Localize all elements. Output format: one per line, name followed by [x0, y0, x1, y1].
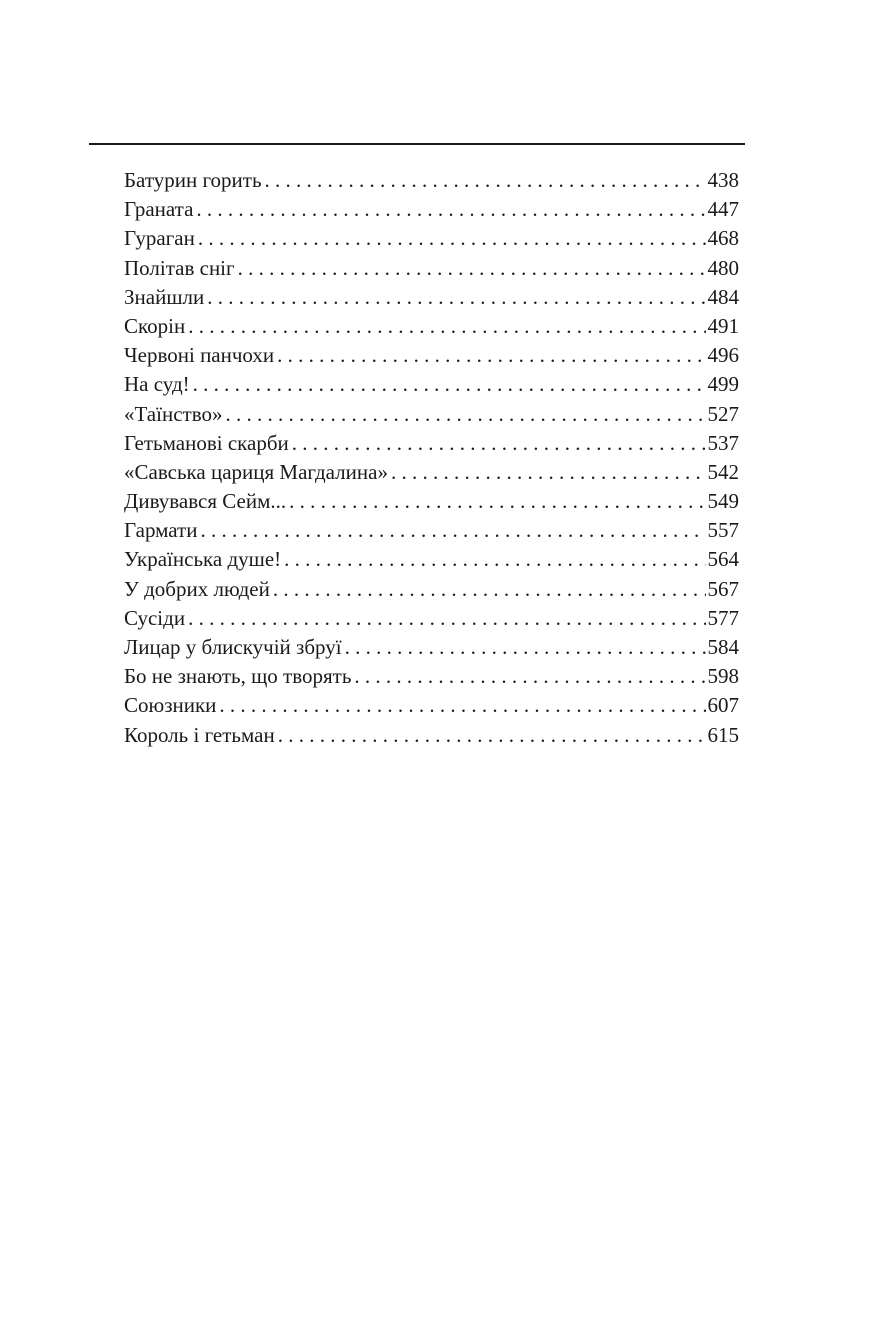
dot-leader [188, 312, 705, 341]
dot-leader [289, 487, 705, 516]
header-rule [89, 143, 745, 145]
dot-leader [265, 166, 706, 195]
toc-entry-title: Дивувався Сейм... [124, 489, 287, 514]
dot-leader [207, 283, 705, 312]
toc-entry-title: На суд! [124, 372, 190, 397]
toc-entry-title: Знайшли [124, 284, 205, 309]
toc-entry-page: 484 [707, 284, 739, 309]
toc-entry [124, 224, 739, 253]
toc-entry [124, 691, 739, 720]
toc-entry-title: Скорін [124, 313, 186, 338]
toc-entry-page: 567 [707, 576, 739, 601]
toc-entry-title: Лицар у блискучій збруї [124, 635, 342, 659]
toc-entry [124, 312, 739, 341]
dot-leader [284, 545, 705, 574]
toc-entry-title: Гураган [124, 226, 195, 251]
toc-entry [124, 516, 739, 545]
toc-entry-page: 496 [707, 343, 739, 368]
toc-entry-title: Бо не знають, що творять [124, 664, 352, 689]
toc-entry-page: 480 [707, 255, 739, 280]
toc-entry-title: Король і гетьман [124, 722, 275, 747]
toc-entry-title: «Таїнство» [124, 401, 223, 426]
dot-leader [391, 458, 706, 487]
toc-entry-page: 499 [707, 372, 739, 397]
toc-entry-page: 542 [707, 459, 739, 484]
toc-entry-page: 577 [707, 605, 739, 630]
dot-leader [277, 341, 705, 370]
table-of-contents [124, 166, 739, 750]
toc-entry-page: 438 [707, 168, 739, 192]
dot-leader [193, 370, 706, 399]
toc-entry-page: 527 [707, 401, 739, 426]
toc-entry-title: Червоні панчохи [124, 343, 275, 368]
toc-entry [124, 341, 739, 370]
toc-entry [124, 283, 739, 312]
toc-entry [124, 575, 739, 604]
toc-entry [124, 662, 739, 691]
dot-leader [219, 691, 705, 720]
toc-entry-page: 564 [707, 547, 739, 572]
toc-entry [124, 429, 739, 458]
dot-leader [198, 224, 706, 253]
toc-entry [124, 545, 739, 574]
toc-entry-title: Сусіди [124, 605, 186, 630]
toc-entry-page: 468 [707, 226, 739, 251]
toc-entry-title: Граната [124, 197, 194, 222]
dot-leader [196, 195, 705, 224]
toc-entry [124, 458, 739, 487]
dot-leader [238, 254, 706, 283]
dot-leader [225, 400, 705, 429]
toc-entry [124, 721, 739, 750]
dot-leader [188, 604, 705, 633]
toc-entry [124, 166, 739, 195]
toc-entry-page: 584 [707, 635, 739, 659]
dot-leader [200, 516, 705, 545]
dot-leader [354, 662, 705, 691]
toc-entry-title: Союзники [124, 693, 217, 718]
toc-entry-page: 549 [707, 489, 739, 514]
toc-entry [124, 370, 739, 399]
dot-leader [278, 721, 706, 750]
toc-entry [124, 633, 739, 662]
toc-entry-title: У добрих людей [124, 576, 270, 601]
toc-entry-page: 557 [707, 518, 739, 543]
toc-entry-page: 491 [707, 313, 739, 338]
toc-entry-page: 537 [707, 430, 739, 455]
dot-leader [345, 633, 706, 662]
toc-entry-page: 607 [707, 693, 739, 718]
toc-entry-page: 598 [707, 664, 739, 689]
toc-entry-title: Гармати [124, 518, 198, 543]
toc-entry-title: «Савська цариця Магдалина» [124, 459, 388, 484]
dot-leader [292, 429, 706, 458]
toc-entry [124, 487, 739, 516]
toc-entry-title: Гетьманові скарби [124, 430, 289, 455]
toc-entry-title: Українська душе! [124, 547, 282, 572]
toc-entry [124, 604, 739, 633]
toc-entry [124, 254, 739, 283]
toc-entry-title: Політав сніг [124, 255, 235, 280]
dot-leader [273, 575, 706, 604]
toc-entry-title: Батурин горить [124, 168, 262, 192]
toc-entry [124, 400, 739, 429]
toc-entry-page: 615 [707, 722, 739, 747]
toc-entry [124, 195, 739, 224]
toc-entry-page: 447 [707, 197, 739, 222]
